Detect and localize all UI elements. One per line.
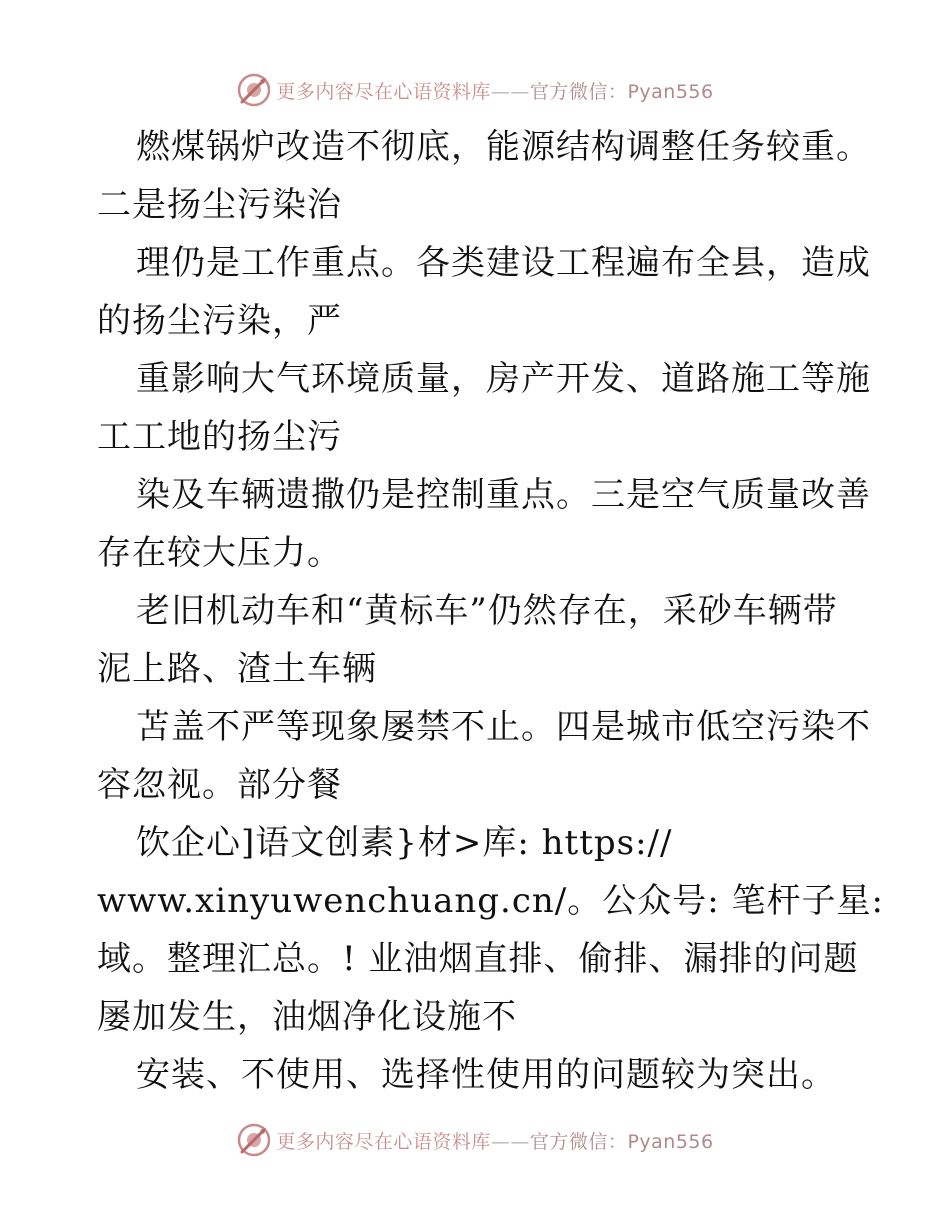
header-watermark — [0, 72, 950, 108]
watermark-wechat-label: 官方微信： — [529, 1130, 628, 1153]
paragraph-line: 的扬尘污染，严 — [97, 301, 342, 341]
paragraph-line: 安装、不使用、选择性使用的问题较为突出。 — [136, 1055, 836, 1095]
watermark-brand: 更多内容尽在心语资料库 — [276, 1130, 491, 1153]
watermark-text — [276, 1127, 713, 1154]
paragraph-line: 容忽视。部分餐 — [97, 765, 342, 805]
watermark-text — [276, 77, 713, 104]
paragraph-line: 泥上路、渣土车辆 — [97, 649, 377, 689]
paragraph-line: 屡加发生，油烟净化设施不 — [97, 997, 517, 1037]
paragraph-line: 苫盖不严等现象屡禁不止。四是城市低空污染不 — [136, 707, 871, 747]
watermark-separator: —— — [490, 80, 530, 103]
paragraph-line: 燃煤锅炉改造不彻底，能源结构调整任务较重。 — [136, 127, 871, 167]
paragraph-line: 饮企心]语文创素}材>库: https:// — [136, 823, 673, 863]
paragraph-line: 工工地的扬尘污 — [97, 417, 342, 457]
paragraph-line: www.xinyuwenchuang.cn/。公众号: 笔杆子星: — [97, 881, 884, 921]
paragraph-line: 存在较大压力。 — [97, 533, 342, 573]
paragraph-line: 域。整理汇总。! 业油烟直排、偷排、漏排的问题 — [97, 939, 859, 979]
footer-watermark — [0, 1122, 950, 1158]
watermark-separator: —— — [490, 1130, 530, 1153]
watermark-wechat-label: 官方微信： — [529, 80, 628, 103]
watermark-wechat-id: Pyan556 — [627, 80, 714, 103]
document-body — [97, 118, 884, 1104]
brand-logo-icon — [236, 72, 272, 108]
watermark-wechat-id: Pyan556 — [627, 1130, 714, 1153]
paragraph-line: 重影响大气环境质量，房产开发、道路施工等施 — [136, 359, 871, 399]
paragraph-line: 老旧机动车和“黄标车”仍然存在，采砂车辆带 — [136, 591, 838, 631]
brand-logo-icon — [236, 1122, 272, 1158]
paragraph-line: 理仍是工作重点。各类建设工程遍布全县，造成 — [136, 243, 871, 283]
paragraph-line: 二是扬尘污染治 — [97, 185, 342, 225]
watermark-brand: 更多内容尽在心语资料库 — [276, 80, 491, 103]
paragraph-line: 染及车辆遗撒仍是控制重点。三是空气质量改善 — [136, 475, 871, 515]
